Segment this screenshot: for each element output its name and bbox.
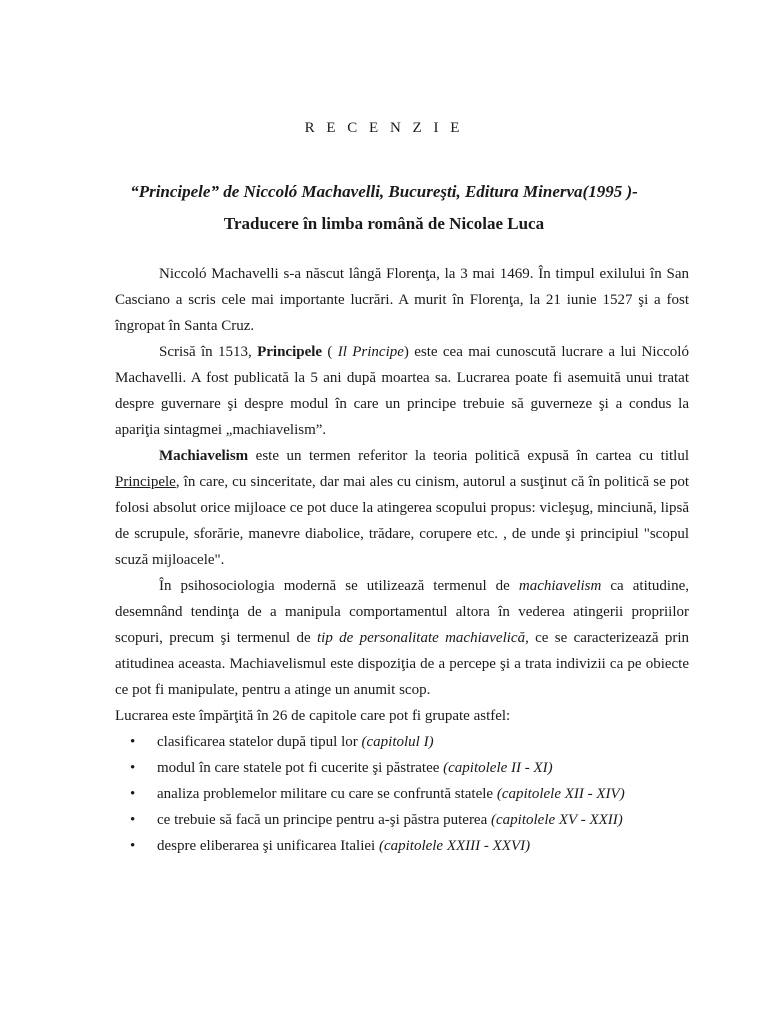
text-run: este un termen referitor la teoria politică expusă în cartea cu titlul bbox=[248, 448, 689, 464]
bullet-icon: • bbox=[130, 812, 136, 828]
list-item bbox=[115, 755, 689, 781]
text-run: ( bbox=[322, 344, 338, 360]
text-run: Scrisă în 1513, bbox=[159, 344, 258, 360]
bullet-icon: • bbox=[130, 760, 136, 776]
document-heading: R E C E N Z I E bbox=[304, 120, 464, 136]
list-item-text: ce trebuie să facă un principe pentru a-şi păstra puterea bbox=[157, 812, 491, 828]
list-item-text: analiza problemelor militare cu care se confruntă statele bbox=[157, 786, 497, 802]
book-title-line: “Principele” de Niccoló Machavelli, Bucureşti, Editura Minerva(1995 )- bbox=[130, 182, 638, 201]
paragraph-machiavelism bbox=[115, 443, 689, 573]
list-item bbox=[115, 807, 689, 833]
chapter-reference: (capitolele XII - XIV) bbox=[496, 786, 625, 802]
paragraph-psychosociology bbox=[115, 573, 689, 703]
paragraph-author-bio: Niccoló Machavelli s-a născut lângă Florenţa, la 3 mai 1469. În timpul exilului în San Casciano a scris cele mai importante lucrări. A murit în Florenţa, la 21 iunie 1527 şi a fost îngropat în Santa Cruz. bbox=[115, 266, 689, 334]
chapter-group-list bbox=[115, 729, 689, 859]
text-run: ca atitudine, desemnând tendinţa de a manipula comportamentul altora în vederea atingerii propriilor scopuri, precum şi termenul de bbox=[115, 578, 689, 646]
italic-title: Il Principe bbox=[337, 344, 404, 360]
list-item bbox=[115, 833, 689, 859]
chapter-reference: (capitolele XV - XXII) bbox=[491, 812, 623, 828]
list-item bbox=[115, 729, 689, 755]
bold-term: Machiavelism bbox=[159, 448, 249, 464]
list-item-text: despre eliberarea şi unificarea Italiei bbox=[157, 838, 379, 854]
chapter-reference: (capitolul I) bbox=[361, 734, 434, 750]
document-body bbox=[115, 261, 689, 859]
bullet-icon: • bbox=[130, 786, 136, 802]
underlined-title: Principele bbox=[115, 474, 176, 490]
paragraph-work-intro bbox=[115, 339, 689, 443]
paragraph-chapters-intro: Lucrarea este împărţită în 26 de capitole care pot fi grupate astfel: bbox=[115, 708, 511, 724]
text-run: , ce se caracterizează prin atitudinea aceasta. Machiavelismul este dispoziţia de a percepe şi a trata indivizii ca pe obiecte ce pot fi manipulate, pentru a atinge un anumit scop. bbox=[115, 630, 689, 698]
chapter-reference: (capitolele XXIII - XXVI) bbox=[378, 838, 531, 854]
text-run: În psihosociologia modernă se utilizează termenul de bbox=[159, 578, 519, 594]
chapter-reference: (capitolele II - XI) bbox=[443, 760, 553, 776]
italic-term: tip de personalitate machiavelică bbox=[316, 630, 526, 646]
list-item-text: clasificarea statelor după tipul lor bbox=[157, 734, 362, 750]
text-run: ) este cea mai cunoscută lucrare a lui Niccoló Machavelli. A fost publicată la 5 ani după moartea sa. Lucrarea poate fi asemuită unui tratat despre guvernare şi despre modul în care un principe trebuie să guverneze şi a condus la apariţia sintagmei „machiavelism”. bbox=[115, 344, 689, 438]
text-run: , în care, cu sinceritate, dar mai ales cu cinism, autorul a susţinut că în politică se pot folosi absolut orice mijloace ce pot duce la atingerea scopului propus: vicleşug, minciună, lipsă de scrupule, sforărie, manevre diabolice, trădare, corupere etc. , de unde şi principiul "scopul scuză mijloacele". bbox=[115, 474, 689, 568]
list-item-text: modul în care statele pot fi cucerite şi păstratee bbox=[157, 760, 444, 776]
bullet-icon: • bbox=[130, 838, 136, 854]
bold-term: Principele bbox=[257, 344, 323, 360]
bullet-icon: • bbox=[130, 734, 136, 750]
italic-term: machiavelism bbox=[518, 578, 602, 594]
translation-line: Traducere în limba română de Nicolae Luca bbox=[223, 214, 545, 233]
list-item bbox=[115, 781, 689, 807]
